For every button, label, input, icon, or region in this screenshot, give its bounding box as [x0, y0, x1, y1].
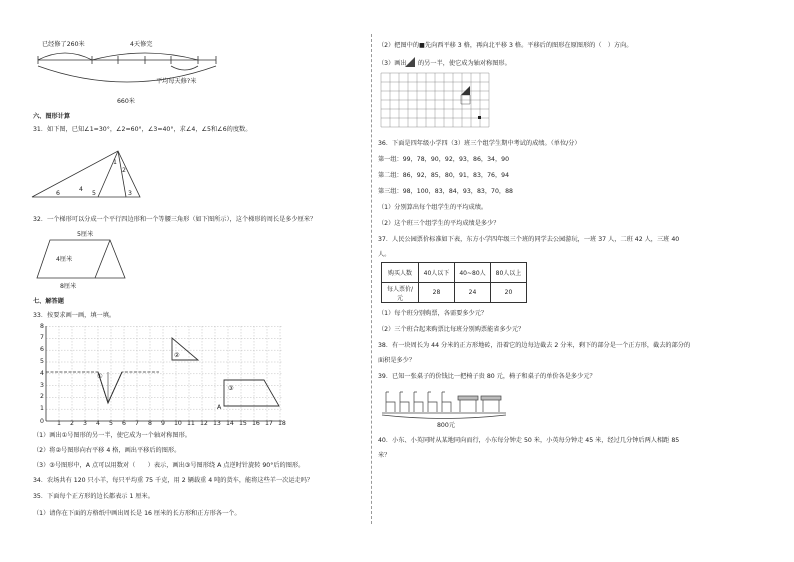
question-37-line1: 37．人民公园票价标准如下表，东方小学四年级三个班的同学去公园游玩，一班 37 人，二班 42 人，三班 40 [378, 236, 680, 243]
question-33-1: （1）画出①号图形的另一半，使它成为一个轴对称图形。 [33, 432, 191, 439]
question-33-3: （3）③号图形中，A 点可以用数对（ ）表示，画出③号图形绕 A 点逆时针旋转 90°后的图形。 [33, 462, 305, 469]
trapezoid-side-label: 4厘米 [56, 256, 73, 263]
grid-x-label: 12 [200, 420, 208, 427]
grid-y-label: 8 [40, 322, 44, 330]
shape-2-label: ② [174, 352, 180, 359]
chair-icon [442, 392, 451, 412]
question-35: 35．下面每个正方形的边长都表示 1 厘米。 [33, 493, 154, 500]
angle-label-5: 5 [92, 190, 96, 197]
grid-x-label: 7 [135, 420, 139, 427]
table-row [382, 283, 527, 303]
question-40-line1: 40．小东、小英同时从某地同向而行，小东每分钟走 50 米，小英每分钟走 45 米，经过几分钟后两人相距 85 [378, 437, 680, 444]
question-35-3-prefix: （3）画出 [378, 60, 407, 67]
question-36: 36．下面是四年级小学四（3）班三个组学生期中考试的成绩。（单位/分） [378, 140, 581, 147]
section-6-heading: 六、图形计算 [33, 113, 71, 120]
triangle-figure [30, 145, 150, 203]
angle-label-2: 2 [122, 167, 126, 174]
grid-origin-label: 0 [40, 418, 44, 425]
angle-label-3: 3 [128, 190, 132, 197]
chair-icon [414, 392, 423, 412]
price-label: 800元 [437, 422, 455, 429]
table-cell: 20 [491, 283, 527, 303]
label-avg: 平均每天修?米 [156, 78, 197, 85]
column-divider [371, 34, 372, 524]
grid-y-label: 3 [40, 381, 44, 389]
half-shape-icon [404, 56, 416, 68]
label-total: 660米 [117, 98, 135, 105]
question-40-line2: 米？ [378, 452, 391, 459]
grid-x-label: 2 [70, 420, 74, 427]
question-38-line1: 38．有一块周长为 44 分米的正方形地砖，沿着它的边每边截去 2 分米，剩下的部分是一个正方形，截去的部分的 [378, 342, 691, 349]
angle-label-1: 1 [113, 159, 117, 166]
question-35-3-suffix: 的另一半，使它成为轴对称图形。 [418, 60, 511, 67]
table-cell: 购买人数 [382, 263, 419, 283]
table-cell: 28 [419, 283, 455, 303]
table-cell: 每人票价/元 [382, 283, 419, 303]
angle-label-4: 4 [79, 186, 83, 193]
question-33: 33．按要求画一画，填一填。 [33, 312, 116, 319]
question-37-line2: 人。 [378, 251, 391, 258]
grid-y-label: 6 [40, 346, 44, 354]
chair-icon [400, 392, 409, 412]
grid-y-label: 4 [40, 369, 44, 377]
grid-x-label: 11 [187, 420, 195, 427]
shape-1-label: ① [97, 373, 103, 380]
grid-x-label: 17 [265, 420, 273, 427]
ticket-price-table [381, 262, 527, 303]
question-36-1: （1）分别算出每个组学生的平均成绩。 [378, 204, 488, 211]
grid-y-label: 2 [40, 393, 44, 401]
table-cell: 40~80人 [455, 263, 491, 283]
question-32: 32．一个梯形可以分成一个平行四边形和一个等腰三角形（如下图所示），这个梯形的周长是多少厘米？ [33, 216, 317, 223]
table-cell: 40人以下 [419, 263, 455, 283]
grid-y-label: 7 [40, 334, 44, 342]
question-36-2: （2）这个班三个组学生的平均成绩是多少？ [378, 220, 500, 227]
question-35-2: （2）把图中的■先向西平移 3 格，再向北平移 3 格。平移后的图形在原图形的（ ）方向。 [378, 42, 633, 49]
grid-x-label: 3 [83, 420, 87, 427]
grid-y-label: 5 [40, 358, 44, 365]
question-37-2: （2）三个班合起来购票比每班分别购票能省多少元？ [378, 326, 525, 333]
trapezoid-figure [35, 234, 135, 284]
chair-icon [428, 392, 437, 412]
question-37-1: （1）每个班分别购票，各需要多少元？ [378, 310, 488, 317]
grid-x-label: 15 [239, 420, 247, 427]
question-35-1: （1）请你在下面的方格纸中画出周长是 16 厘米的长方形和正方形各一个。 [33, 510, 241, 517]
coordinate-grid [34, 322, 284, 430]
shape-3-label: ③ [228, 385, 234, 392]
section-7-heading: 七、解答题 [33, 298, 64, 305]
grid-x-label: 10 [174, 420, 182, 427]
grid-x-label: 4 [96, 420, 100, 427]
grid-x-label: 13 [213, 420, 221, 427]
group-2-scores: 第二组：86，92，85，80，91，83，76，94 [378, 172, 510, 179]
label-built: 已经修了260米 [42, 41, 85, 48]
question-33-2: （2）将②号图形向右平移 4 格，画出平移后的图形。 [33, 447, 181, 454]
grid-x-label: 1 [57, 420, 61, 427]
table-row [382, 263, 527, 283]
chair-icon [386, 392, 395, 412]
grid-x-label: 8 [148, 420, 152, 427]
chairs-tables-illustration [380, 386, 510, 422]
question-38-line2: 面积是多少？ [378, 357, 416, 364]
group-1-scores: 第一组：99，78，90，92，93，86，34，90 [378, 156, 510, 163]
table-cell: 24 [455, 283, 491, 303]
grid-y-label: 1 [40, 405, 44, 413]
grid-x-label: 16 [252, 420, 260, 427]
question-31: 31．如下图，已知∠1=30°，∠2=60°，∠3=40°，求∠4，∠5和∠6的度数。 [33, 126, 252, 133]
trapezoid-bottom-label: 8厘米 [60, 283, 77, 290]
question-39: 39．已知一张桌子的价钱比一把椅子贵 80 元，椅子和桌子的单价各是多少元？ [378, 373, 596, 380]
grid-x-label: 18 [278, 420, 286, 427]
table-cell: 80人以上 [491, 263, 527, 283]
grid-x-label: 14 [226, 420, 234, 427]
question-34: 34．农场共有 120 只小羊，每只平均重 75 千克，用 2 辆载重 4 吨的货车，能将这些羊一次运走吗？ [33, 477, 314, 484]
point-a-label: A [217, 404, 222, 411]
grid-x-label: 6 [122, 420, 126, 427]
angle-label-6: 6 [56, 190, 60, 197]
grid-x-label: 9 [161, 420, 165, 427]
grid-x-label: 5 [109, 420, 113, 427]
label-days: 4天修完 [130, 41, 153, 48]
trapezoid-top-label: 5厘米 [77, 231, 94, 238]
group-3-scores: 第三组：98，100，83，84，93，83，70，88 [378, 188, 513, 195]
square-grid [380, 72, 500, 128]
